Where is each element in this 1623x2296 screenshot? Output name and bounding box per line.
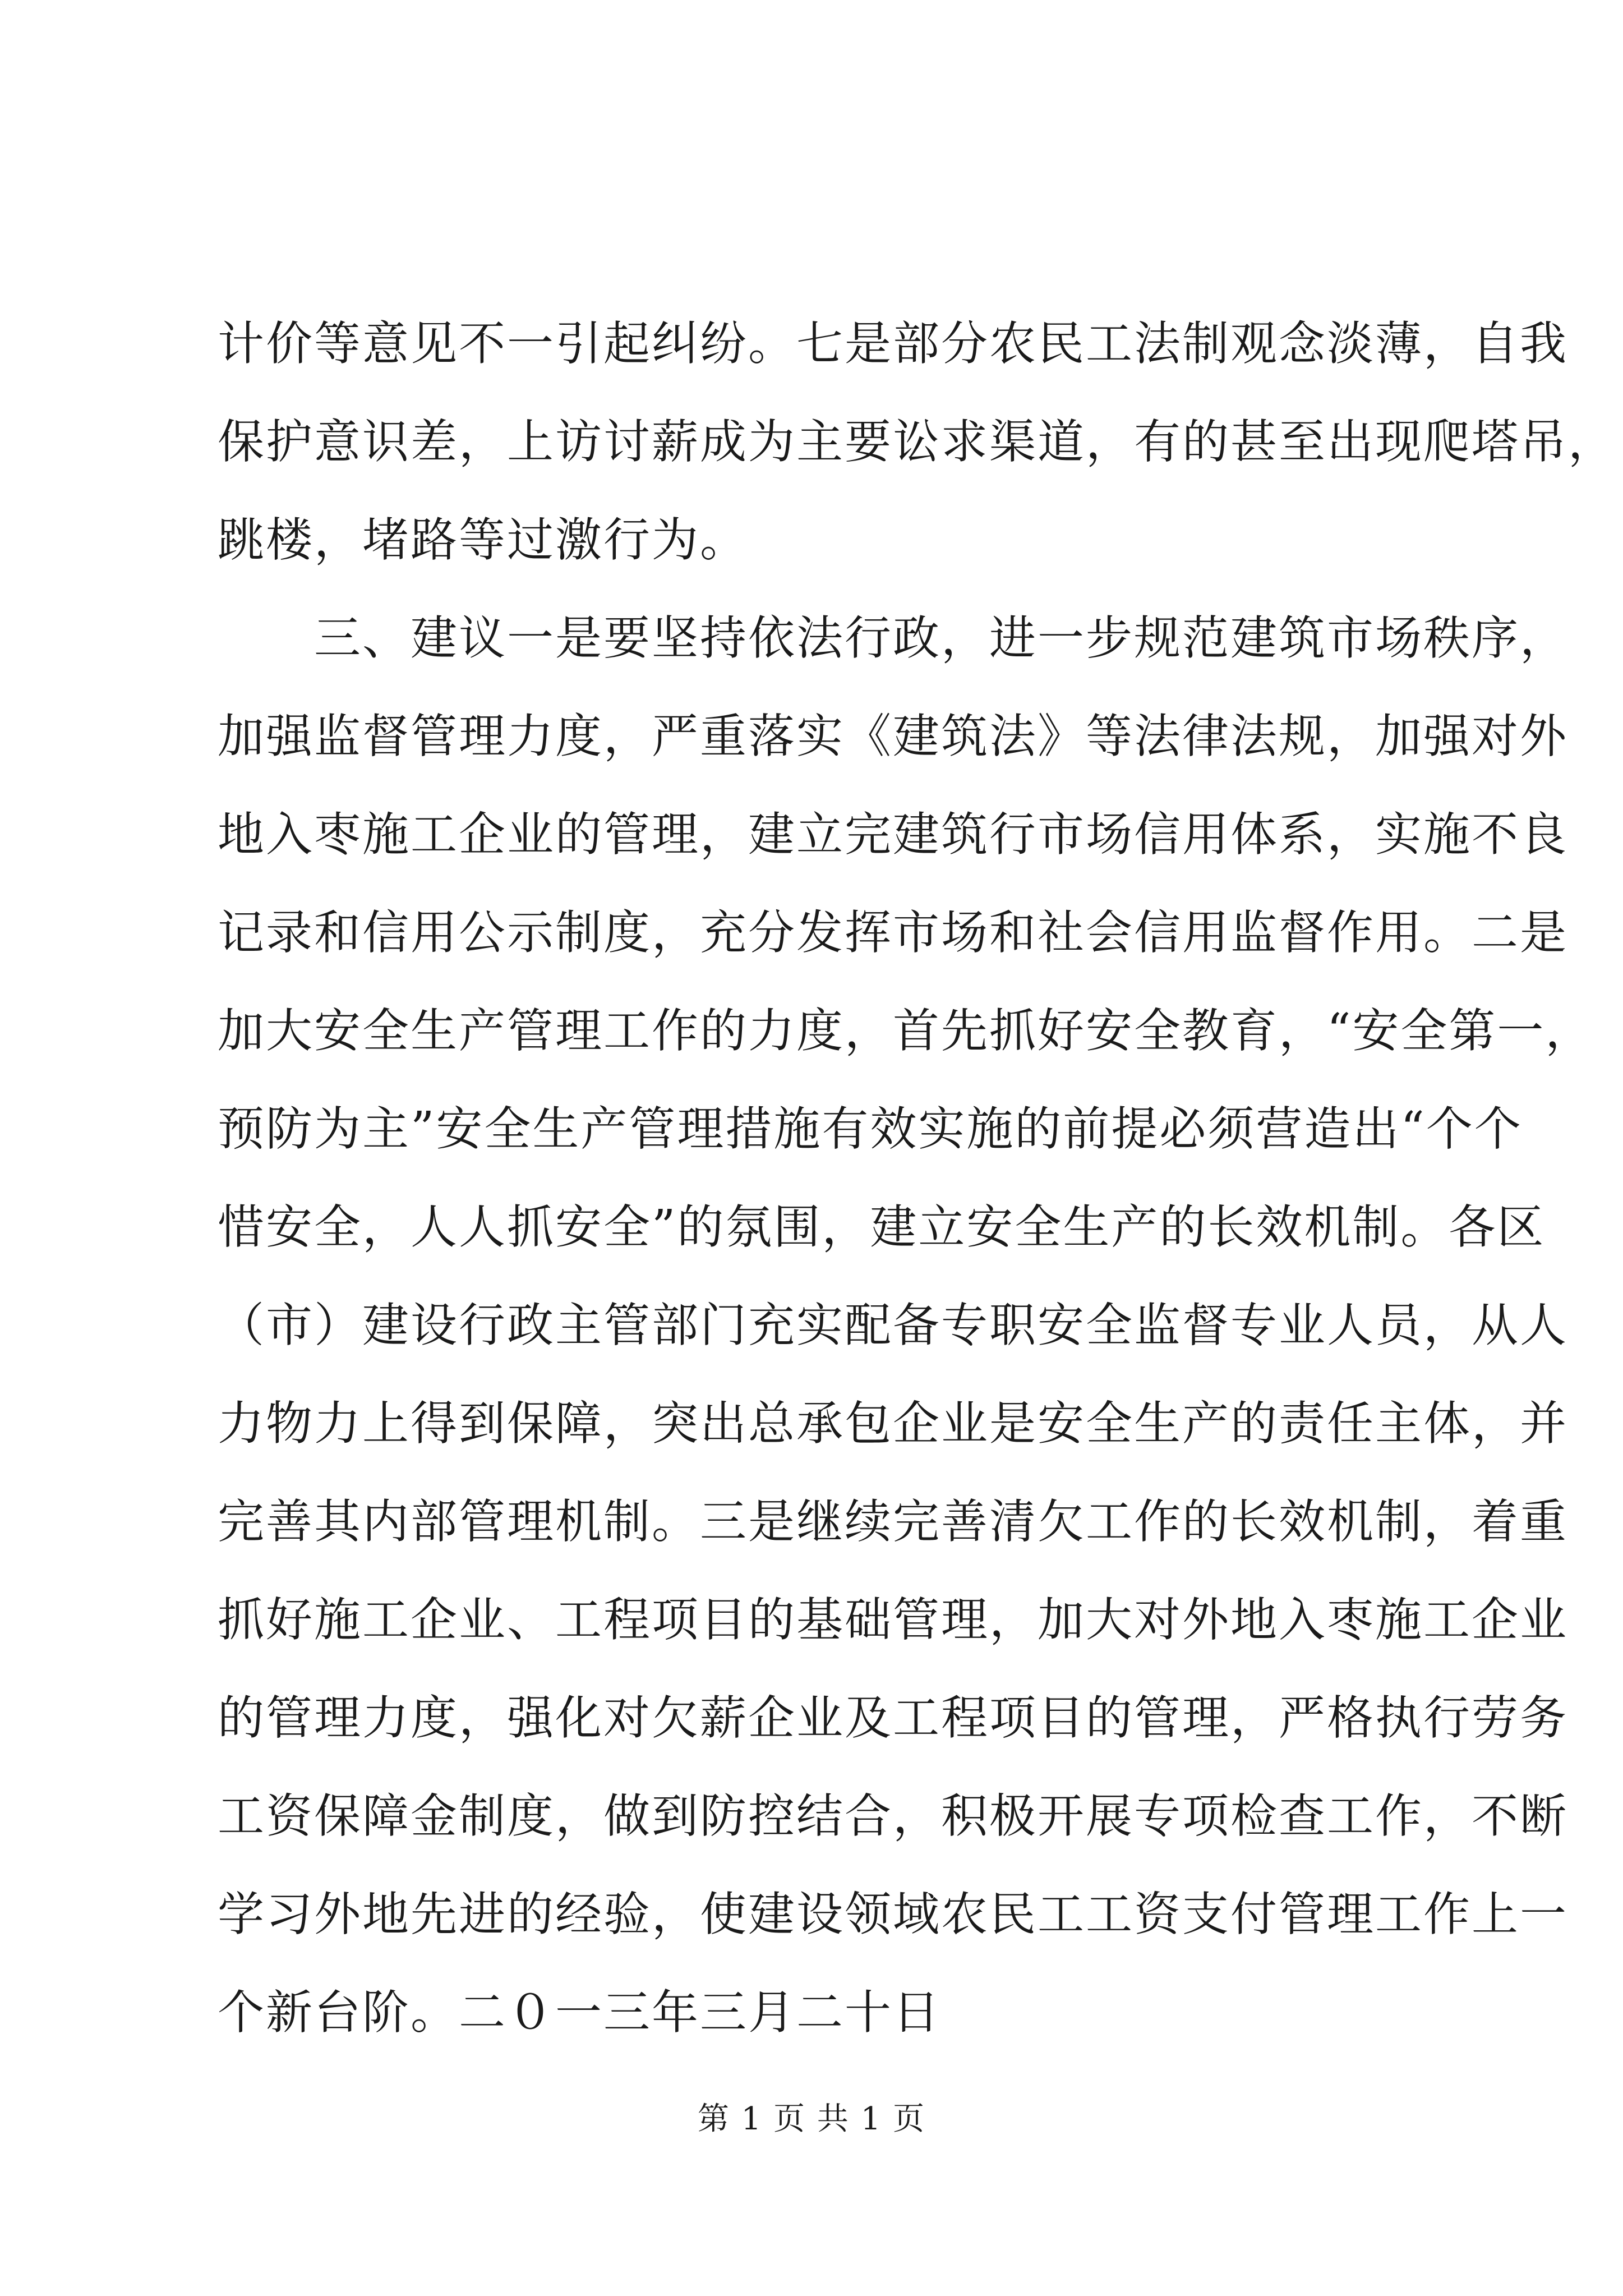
text-line: 加大安全生产管理工作的力度，首先抓好安全教育，“安全第一， xyxy=(218,1004,1594,1058)
text-line: 加强监督管理力度，严重落实《建筑法》等法律法规，加强对外 xyxy=(218,709,1568,763)
text-line: 完善其内部管理机制。三是继续完善清欠工作的长效机制，着重 xyxy=(218,1494,1568,1549)
text-line: 跳楼，堵路等过激行为。 xyxy=(218,513,748,567)
page-number-footer: 第 1 页 共 1 页 xyxy=(697,2101,926,2137)
text-line: 惜安全，人人抓安全”的氛围，建立安全生产的长效机制。各区 xyxy=(218,1200,1546,1254)
section-heading-line: 三、建议一是要坚持依法行政，进一步规范建筑市场秩序， xyxy=(314,611,1568,665)
text-line: 力物力上得到保障，突出总承包企业是安全生产的责任主体，并 xyxy=(218,1396,1568,1451)
text-line: 抓好施工企业、工程项目的基础管理，加大对外地入枣施工企业 xyxy=(218,1593,1568,1647)
text-line: 工资保障金制度，做到防控结合，积极开展专项检查工作，不断 xyxy=(218,1789,1568,1843)
text-line: 地入枣施工企业的管理，建立完建筑行市场信用体系，实施不良 xyxy=(218,807,1568,862)
text-line: 预防为主”安全生产管理措施有效实施的前提必须营造出“个个 xyxy=(218,1102,1523,1156)
text-line: 计价等意见不一引起纠纷。七是部分农民工法制观念淡薄，自我 xyxy=(218,316,1568,371)
text-line: 学习外地先进的经验，使建设领域农民工工资支付管理工作上一 xyxy=(218,1887,1568,1941)
text-line: 记录和信用公示制度，充分发挥市场和社会信用监督作用。二是 xyxy=(218,905,1568,960)
text-line: （市）建设行政主管部门充实配备专职安全监督专业人员，从人 xyxy=(218,1298,1568,1352)
text-line: 的管理力度，强化对欠薪企业及工程项目的管理，严格执行劳务 xyxy=(218,1691,1568,1745)
text-line: 个新台阶。二０一三年三月二十日 xyxy=(218,1985,941,2040)
body-text xyxy=(218,295,1616,2062)
text-line: 保护意识差，上访讨薪成为主要讼求渠道，有的甚至出现爬塔吊， xyxy=(218,415,1616,469)
